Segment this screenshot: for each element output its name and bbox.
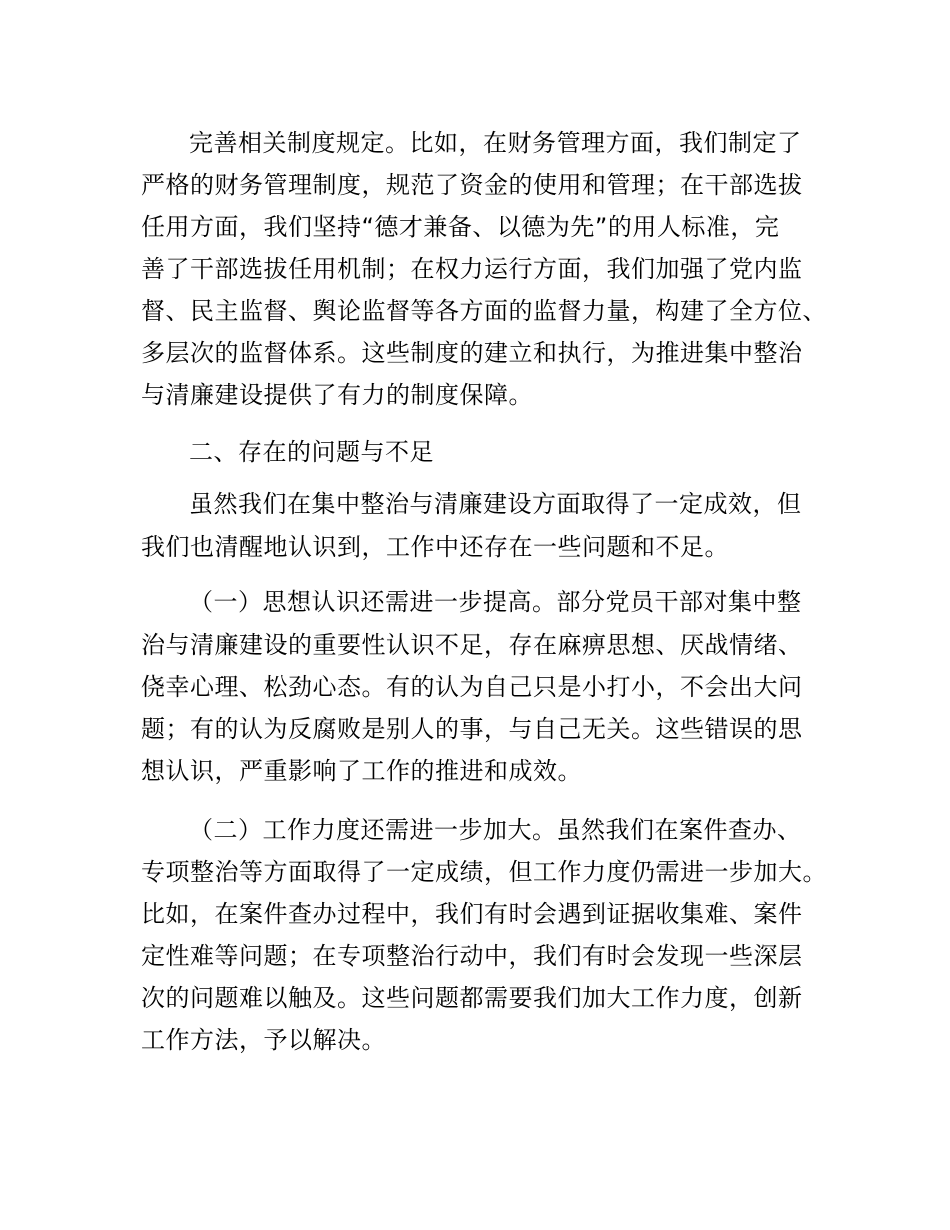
text-line: 定性难等问题；在专项整治行动中，我们有时会发现一些深层 [141,942,803,970]
text-line: 虽然我们在集中整治与清廉建设方面取得了一定成效，但 [189,490,802,518]
text-line: 完善相关制度规定。比如，在财务管理方面，我们制定了 [189,129,802,157]
text-line: 善了干部选拔任用机制；在权力运行方面，我们加强了党内监 [141,255,803,283]
text-line: 次的问题难以触及。这些问题都需要我们加大工作力度，创新 [141,984,803,1012]
section-heading: 二、存在的问题与不足 [189,438,434,466]
text-line: 比如，在案件查办过程中，我们有时会遇到证据收集难、案件 [141,900,803,928]
text-line: 题；有的认为反腐败是别人的事，与自己无关。这些错误的思 [141,715,803,743]
text-line: 严格的财务管理制度，规范了资金的使用和管理；在干部选拔 [141,171,803,199]
text-line: 多层次的监督体系。这些制度的建立和执行，为推进集中整治 [141,339,803,367]
text-line: （二）工作力度还需进一步加大。虽然我们在案件查办、 [189,816,802,844]
text-line: 工作方法，予以解决。 [141,1026,386,1054]
text-line: 督、民主监督、舆论监督等各方面的监督力量，构建了全方位、 [141,297,827,325]
text-line: 专项整治等方面取得了一定成绩，但工作力度仍需进一步加大。 [141,858,827,886]
text-line: 任用方面，我们坚持“德才兼备、以德为先”的用人标准，完 [141,213,780,241]
text-line: 治与清廉建设的重要性认识不足，存在麻痹思想、厌战情绪、 [141,631,803,659]
text-line: 与清廉建设提供了有力的制度保障。 [141,381,533,409]
text-line: （一）思想认识还需进一步提高。部分党员干部对集中整 [189,588,802,616]
text-line: 我们也清醒地认识到，工作中还存在一些问题和不足。 [141,533,729,561]
text-line: 侥幸心理、松劲心态。有的认为自己只是小打小，不会出大问 [141,673,803,701]
text-line: 想认识，严重影响了工作的推进和成效。 [141,757,582,785]
